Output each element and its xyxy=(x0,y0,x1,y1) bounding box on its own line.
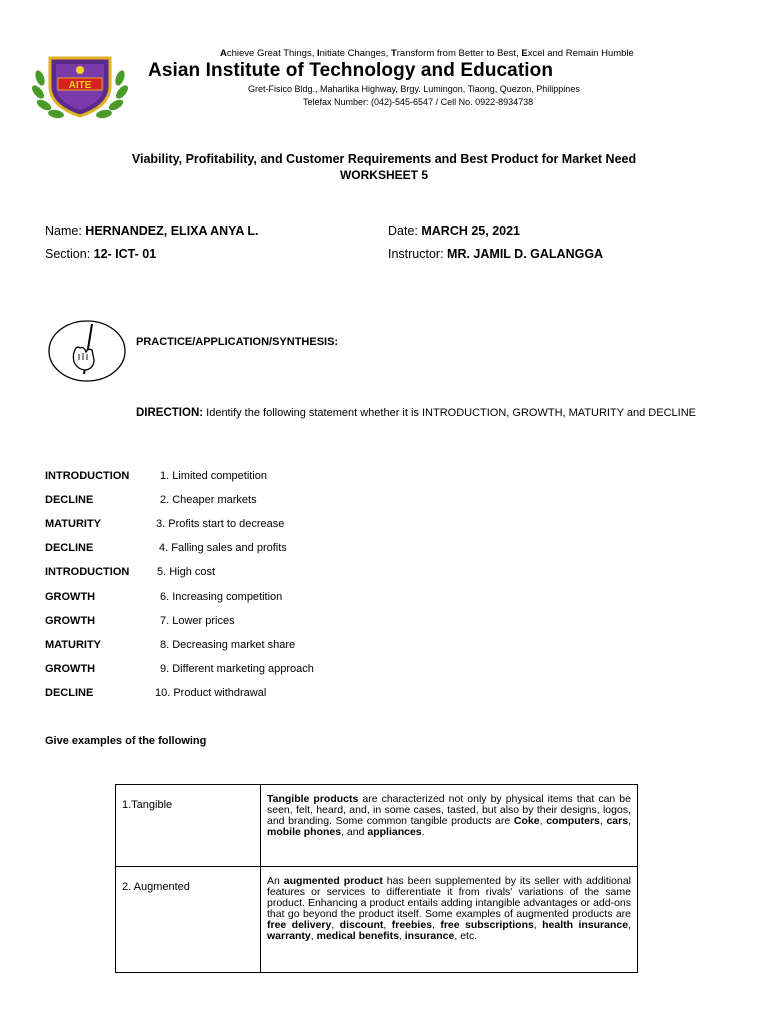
hand-pencil-icon xyxy=(46,318,128,384)
answer-label: DECLINE xyxy=(45,687,94,699)
statement-text: 4. Falling sales and profits xyxy=(159,542,287,554)
worksheet-title: Viability, Profitability, and Customer Requirements and Best Product for Market Need xyxy=(131,152,637,166)
example-text: Tangible products are characterized not only by physical items that can be seen, felt, heard, and, in some cases, tasted, but also by their designs, logos, and branding. Some common tangible products are Coke, computers, cars, mobile phones, and appliances. xyxy=(261,785,638,867)
example-text: An augmented product has been supplemented by its seller with additional features or services to differentiate it from rivals' variations of the same product. Enhancing a product entails adding intangible advantages or add-ons that go beyond the product itself. Some examples of augmented products are free delivery, discount, freebies, free subscriptions, health insurance, warranty, medical benefits, insurance, etc. xyxy=(261,867,638,973)
student-section: Section: 12- ICT- 01 xyxy=(45,247,157,261)
answer-label: GROWTH xyxy=(45,663,96,675)
letterhead xyxy=(0,40,768,120)
school-logo xyxy=(30,48,130,120)
statement-text: 3. Profits start to decrease xyxy=(156,518,285,530)
school-motto: Achieve Great Things, Initiate Changes, Transform from Better to Best, Excel and Remain Humble xyxy=(220,48,634,59)
examples-table xyxy=(115,784,638,973)
answer-label: MATURITY xyxy=(45,518,102,530)
answer-label: MATURITY xyxy=(45,639,102,651)
statement-text: 6. Increasing competition xyxy=(160,591,283,603)
table-row xyxy=(116,785,638,867)
answer-label: INTRODUCTION xyxy=(45,566,130,578)
statement-text: 2. Cheaper markets xyxy=(160,494,257,506)
statement-text: 10. Product withdrawal xyxy=(155,687,267,699)
answer-label: GROWTH xyxy=(45,591,96,603)
institution-phone: Telefax Number: (042)-545-6547 / Cell No. 0922-8934738 xyxy=(303,97,534,107)
logo-text: AITE xyxy=(68,80,92,91)
statement-text: 9. Different marketing approach xyxy=(160,663,314,675)
statement-text: 8. Decreasing market share xyxy=(160,639,296,651)
direction-text: DIRECTION: Identify the following statement whether it is INTRODUCTION, GROWTH, MATURITY and DECLINE xyxy=(136,407,696,419)
answer-label: DECLINE xyxy=(45,542,94,554)
example-label: 1.Tangible xyxy=(116,785,261,867)
example-label: 2. Augmented xyxy=(116,867,261,973)
institution-address: Gret-Fisico Bldg., Maharlika Highway, Brgy. Lumingon, Tiaong, Quezon, Philippines xyxy=(248,84,580,94)
statement-text: 5. High cost xyxy=(157,566,216,578)
answer-label: GROWTH xyxy=(45,615,96,627)
answer-label: INTRODUCTION xyxy=(45,470,130,482)
statement-text: 7. Lower prices xyxy=(160,615,235,627)
answer-label: DECLINE xyxy=(45,494,94,506)
statement-text: 1. Limited competition xyxy=(160,470,267,482)
worksheet-date: Date: MARCH 25, 2021 xyxy=(388,224,521,238)
instructor-name: Instructor: MR. JAMIL D. GALANGGA xyxy=(388,247,604,261)
institution-name: Asian Institute of Technology and Education xyxy=(148,60,554,81)
examples-heading: Give examples of the following xyxy=(45,735,207,747)
practice-heading: PRACTICE/APPLICATION/SYNTHESIS: xyxy=(136,336,339,348)
table-row xyxy=(116,867,638,973)
worksheet-subtitle: WORKSHEET 5 xyxy=(339,168,428,182)
student-name: Name: HERNANDEZ, ELIXA ANYA L. xyxy=(45,224,259,238)
